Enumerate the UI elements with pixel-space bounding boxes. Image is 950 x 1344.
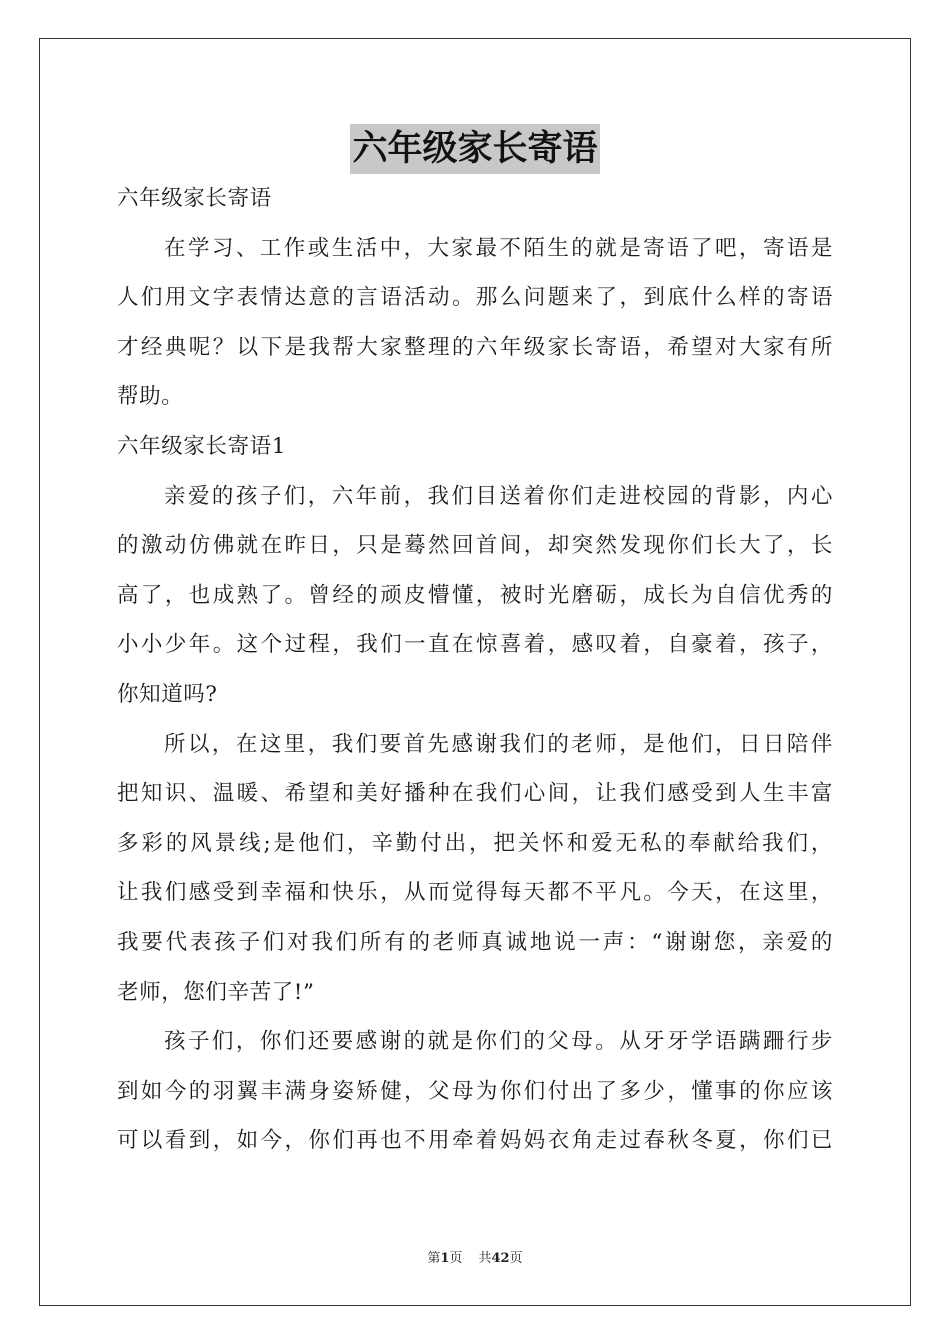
text-line: 六年级家长寄语 bbox=[117, 186, 272, 211]
text-line: 在学习、工作或生活中，大家最不陌生的就是寄语了吧，寄语是 bbox=[164, 235, 833, 261]
text-line: 人们用文字表情达意的言语活动。那么问题来了，到底什么样的寄语 bbox=[117, 285, 833, 311]
text-line: 老师，您们辛苦了!” bbox=[117, 979, 315, 1005]
page-number: 1 bbox=[440, 1251, 450, 1266]
text-line: 所以，在这里，我们要首先感谢我们的老师，是他们，日日陪伴 bbox=[164, 731, 833, 757]
document-body bbox=[117, 174, 833, 1166]
text-line: 小小少年。这个过程，我们一直在惊喜着，感叹着，自豪着，孩子， bbox=[117, 632, 833, 658]
text-line: 的激动仿佛就在昨日，只是蓦然回首间，却突然发现你们长大了，长 bbox=[117, 533, 833, 559]
page-footer bbox=[0, 1247, 950, 1266]
text-line: 孩子们，你们还要感谢的就是你们的父母。从牙牙学语蹒跚行步 bbox=[164, 1029, 833, 1055]
text-line: 帮助。 bbox=[117, 384, 184, 410]
total-suffix: 页 bbox=[509, 1251, 523, 1266]
text-line: 多彩的风景线;是他们，辛勤付出，把关怀和爱无私的奉献给我们， bbox=[117, 830, 833, 856]
text-line: 六年级家长寄语1 bbox=[117, 433, 286, 459]
text-line: 亲爱的孩子们，六年前，我们目送着你们走进校园的背影，内心 bbox=[164, 483, 833, 509]
total-pages: 42 bbox=[491, 1251, 510, 1266]
title-container bbox=[0, 124, 950, 174]
total-prefix: 共 bbox=[478, 1251, 492, 1266]
page-prefix: 第 bbox=[427, 1251, 441, 1266]
text-line: 高了，也成熟了。曾经的顽皮懵懂，被时光磨砺，成长为自信优秀的 bbox=[117, 582, 833, 608]
text-line: 到如今的羽翼丰满身姿矫健，父母为你们付出了多少，懂事的你应该 bbox=[117, 1078, 833, 1104]
text-line: 才经典呢？以下是我帮大家整理的六年级家长寄语，希望对大家有所 bbox=[117, 334, 833, 360]
text-line: 让我们感受到幸福和快乐，从而觉得每天都不平凡。今天，在这里， bbox=[117, 880, 833, 906]
text-line: 你知道吗? bbox=[117, 681, 218, 707]
document-title: 六年级家长寄语 bbox=[350, 124, 599, 174]
text-line: 可以看到，如今，你们再也不用牵着妈妈衣角走过春秋冬夏，你们已 bbox=[117, 1128, 833, 1154]
page-suffix: 页 bbox=[449, 1251, 463, 1266]
text-line: 我要代表孩子们对我们所有的老师真诚地说一声：“谢谢您，亲爱的 bbox=[117, 929, 833, 955]
text-line: 把知识、温暖、希望和美好播种在我们心间，让我们感受到人生丰富 bbox=[117, 781, 833, 807]
